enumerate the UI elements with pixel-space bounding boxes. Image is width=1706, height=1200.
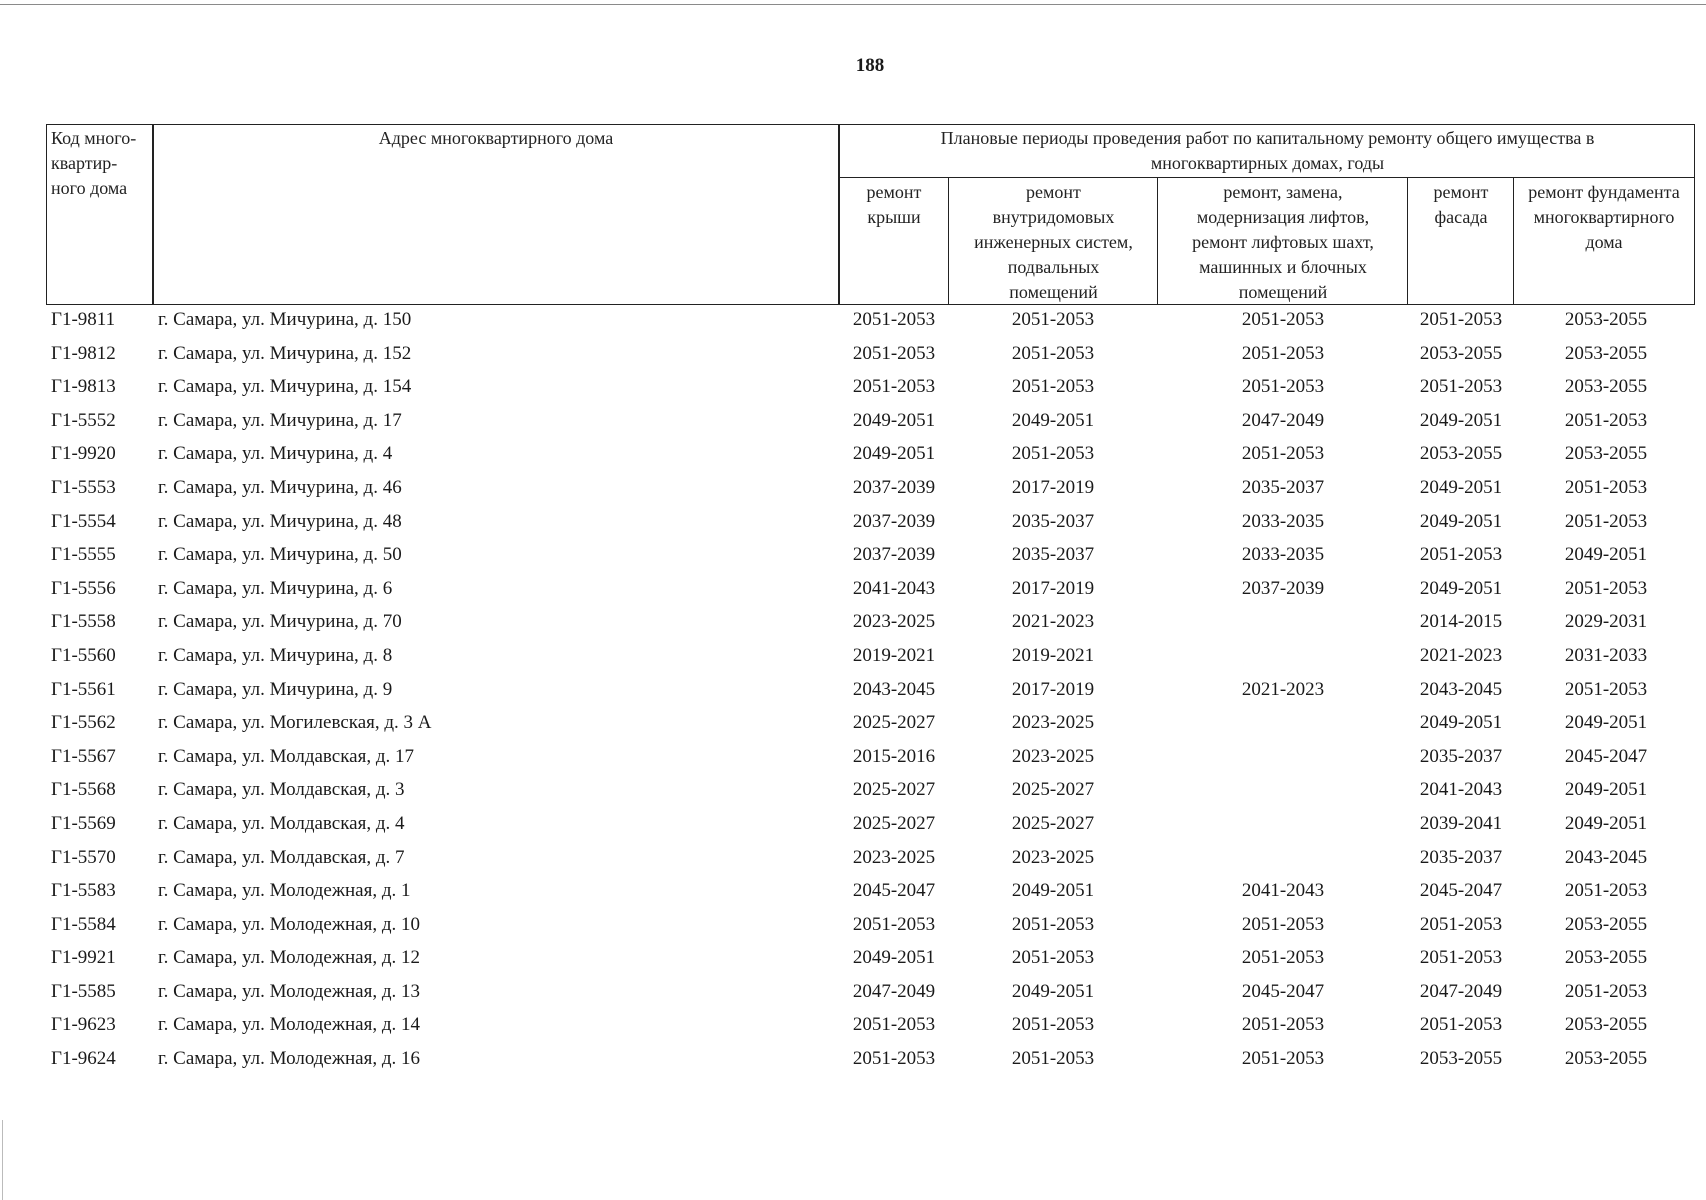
cell-address: г. Самара, ул. Молодежная, д. 13 [158,980,421,1002]
cell-facade: 2051-2053 [1419,947,1503,969]
table-header [46,124,1695,305]
cell-facade: 2053-2055 [1419,342,1503,364]
cell-engineering: 2019-2021 [1011,644,1095,666]
cell-address: г. Самара, ул. Молдавская, д. 17 [158,745,414,767]
table-row [0,675,1706,709]
cell-engineering: 2035-2037 [1011,544,1095,566]
cell-facade: 2045-2047 [1419,880,1503,902]
cell-foundation: 2053-2055 [1564,1014,1648,1036]
cell-roof: 2025-2027 [852,712,936,734]
cell-code: Г1-5570 [51,846,116,868]
header-divider [1157,178,1158,304]
cell-code: Г1-5567 [51,745,116,767]
cell-roof: 2051-2053 [852,1014,936,1036]
cell-address: г. Самара, ул. Могилевская, д. 3 А [158,712,432,734]
cell-facade: 2021-2023 [1419,644,1503,666]
cell-lifts: 2033-2035 [1241,544,1325,566]
cell-foundation: 2031-2033 [1564,644,1648,666]
table-row [0,943,1706,977]
cell-address: г. Самара, ул. Молодежная, д. 1 [158,880,411,902]
cell-address: г. Самара, ул. Мичурина, д. 17 [158,409,402,431]
table-row [0,742,1706,776]
header-divider [838,177,1694,178]
cell-engineering: 2017-2019 [1011,476,1095,498]
cell-foundation: 2053-2055 [1564,913,1648,935]
cell-lifts: 2051-2053 [1241,947,1325,969]
table-row [0,406,1706,440]
cell-code: Г1-5558 [51,611,116,633]
cell-lifts: 2051-2053 [1241,913,1325,935]
table-row [0,809,1706,843]
cell-lifts: 2021-2023 [1241,678,1325,700]
cell-code: Г1-5562 [51,712,116,734]
cell-roof: 2041-2043 [852,577,936,599]
cell-address: г. Самара, ул. Молодежная, д. 16 [158,1048,421,1070]
cell-engineering: 2035-2037 [1011,510,1095,532]
cell-lifts: 2045-2047 [1241,980,1325,1002]
cell-foundation: 2053-2055 [1564,376,1648,398]
cell-lifts: 2051-2053 [1241,309,1325,330]
header-divider [152,125,154,304]
cell-lifts: 2033-2035 [1241,510,1325,532]
table-row [0,876,1706,910]
cell-foundation: 2053-2055 [1564,309,1648,330]
cell-code: Г1-9624 [51,1048,116,1070]
table-row [0,1044,1706,1078]
cell-address: г. Самара, ул. Мичурина, д. 9 [158,678,393,700]
cell-roof: 2037-2039 [852,510,936,532]
left-edge-mark [2,1120,3,1200]
table-row [0,574,1706,608]
cell-engineering: 2051-2053 [1011,1048,1095,1070]
cell-lifts: 2035-2037 [1241,476,1325,498]
header-address: Адрес многоквартирного дома [378,128,614,148]
cell-address: г. Самара, ул. Мичурина, д. 150 [158,309,412,330]
cell-lifts: 2037-2039 [1241,577,1325,599]
cell-code: Г1-9623 [51,1014,116,1036]
cell-facade: 2051-2053 [1419,309,1503,330]
cell-facade: 2051-2053 [1419,1014,1503,1036]
cell-roof: 2019-2021 [852,644,936,666]
cell-foundation: 2051-2053 [1564,880,1648,902]
cell-facade: 2014-2015 [1419,611,1503,633]
cell-code: Г1-9813 [51,376,116,398]
cell-address: г. Самара, ул. Молодежная, д. 12 [158,947,421,969]
cell-foundation: 2051-2053 [1564,980,1648,1002]
page-number: 188 [855,55,885,76]
cell-code: Г1-9812 [51,342,116,364]
cell-code: Г1-5556 [51,577,116,599]
cell-engineering: 2049-2051 [1011,980,1095,1002]
table-row [0,439,1706,473]
cell-facade: 2049-2051 [1419,409,1503,431]
cell-address: г. Самара, ул. Мичурина, д. 48 [158,510,402,532]
cell-roof: 2049-2051 [852,947,936,969]
table-row [0,473,1706,507]
cell-foundation: 2053-2055 [1564,1048,1648,1070]
cell-facade: 2051-2053 [1419,544,1503,566]
cell-code: Г1-5553 [51,476,116,498]
cell-engineering: 2023-2025 [1011,712,1095,734]
cell-lifts: 2041-2043 [1241,880,1325,902]
header-divider [948,178,949,304]
cell-engineering: 2023-2025 [1011,846,1095,868]
cell-roof: 2049-2051 [852,443,936,465]
cell-address: г. Самара, ул. Мичурина, д. 4 [158,443,393,465]
cell-facade: 2047-2049 [1419,980,1503,1002]
cell-engineering: 2025-2027 [1011,812,1095,834]
cell-address: г. Самара, ул. Мичурина, д. 70 [158,611,402,633]
cell-address: г. Самара, ул. Молдавская, д. 4 [158,812,405,834]
cell-lifts: 2051-2053 [1241,1014,1325,1036]
header-divider [1407,178,1408,304]
cell-code: Г1-5561 [51,678,116,700]
cell-engineering: 2049-2051 [1011,880,1095,902]
cell-facade: 2049-2051 [1419,476,1503,498]
cell-roof: 2023-2025 [852,846,936,868]
top-border-rule [0,4,1706,5]
cell-code: Г1-5555 [51,544,116,566]
cell-engineering: 2017-2019 [1011,577,1095,599]
cell-address: г. Самара, ул. Мичурина, д. 6 [158,577,393,599]
cell-roof: 2023-2025 [852,611,936,633]
cell-facade: 2035-2037 [1419,846,1503,868]
cell-foundation: 2029-2031 [1564,611,1648,633]
cell-facade: 2049-2051 [1419,712,1503,734]
cell-foundation: 2053-2055 [1564,947,1648,969]
cell-roof: 2045-2047 [852,880,936,902]
header-lifts: ремонт, замена, модернизация лифтов, ремонт лифтовых шахт, машинных и блочных помещений [1192,182,1374,302]
cell-address: г. Самара, ул. Мичурина, д. 154 [158,376,412,398]
header-facade: ремонт фасада [1433,182,1489,227]
cell-roof: 2051-2053 [852,913,936,935]
cell-address: г. Самара, ул. Мичурина, д. 46 [158,476,402,498]
table-row [0,305,1706,339]
cell-roof: 2051-2053 [852,1048,936,1070]
cell-facade: 2053-2055 [1419,443,1503,465]
cell-facade: 2051-2053 [1419,376,1503,398]
cell-engineering: 2049-2051 [1011,409,1095,431]
cell-address: г. Самара, ул. Молодежная, д. 14 [158,1014,421,1036]
cell-code: Г1-5585 [51,980,116,1002]
cell-roof: 2047-2049 [852,980,936,1002]
cell-lifts: 2047-2049 [1241,409,1325,431]
cell-code: Г1-5560 [51,644,116,666]
cell-code: Г1-5584 [51,913,116,935]
cell-foundation: 2049-2051 [1564,779,1648,801]
cell-roof: 2025-2027 [852,812,936,834]
cell-roof: 2051-2053 [852,309,936,330]
cell-engineering: 2051-2053 [1011,1014,1095,1036]
header-periods: Плановые периоды проведения работ по капитальному ремонту общего имущества в многоквартирных домах, годы [940,128,1595,173]
cell-engineering: 2021-2023 [1011,611,1095,633]
cell-foundation: 2051-2053 [1564,678,1648,700]
cell-facade: 2043-2045 [1419,678,1503,700]
cell-address: г. Самара, ул. Мичурина, д. 8 [158,644,393,666]
cell-code: Г1-9920 [51,443,116,465]
cell-address: г. Самара, ул. Молдавская, д. 7 [158,846,405,868]
cell-code: Г1-5569 [51,812,116,834]
cell-code: Г1-5554 [51,510,116,532]
cell-foundation: 2051-2053 [1564,476,1648,498]
cell-facade: 2049-2051 [1419,510,1503,532]
header-code: Код много- квартир- ного дома [51,128,137,198]
cell-code: Г1-5583 [51,880,116,902]
cell-facade: 2039-2041 [1419,812,1503,834]
cell-facade: 2049-2051 [1419,577,1503,599]
table-row [0,540,1706,574]
cell-roof: 2015-2016 [852,745,936,767]
cell-address: г. Самара, ул. Мичурина, д. 152 [158,342,412,364]
cell-engineering: 2023-2025 [1011,745,1095,767]
cell-engineering: 2051-2053 [1011,309,1095,330]
table-row [0,641,1706,675]
cell-facade: 2035-2037 [1419,745,1503,767]
cell-foundation: 2043-2045 [1564,846,1648,868]
cell-code: Г1-9811 [51,309,116,330]
cell-engineering: 2051-2053 [1011,913,1095,935]
cell-engineering: 2051-2053 [1011,443,1095,465]
cell-foundation: 2053-2055 [1564,342,1648,364]
cell-code: Г1-5552 [51,409,116,431]
table-row [0,977,1706,1011]
cell-foundation: 2049-2051 [1564,812,1648,834]
table-row [0,372,1706,406]
table-row [0,607,1706,641]
table-row [0,339,1706,373]
cell-code: Г1-9921 [51,947,116,969]
cell-facade: 2041-2043 [1419,779,1503,801]
cell-facade: 2053-2055 [1419,1048,1503,1070]
cell-facade: 2051-2053 [1419,913,1503,935]
table-body [0,305,1706,1078]
cell-engineering: 2051-2053 [1011,376,1095,398]
cell-roof: 2051-2053 [852,376,936,398]
cell-foundation: 2051-2053 [1564,409,1648,431]
header-foundation: ремонт фундамента многоквартирного дома [1528,182,1680,252]
cell-lifts: 2051-2053 [1241,376,1325,398]
cell-code: Г1-5568 [51,779,116,801]
cell-address: г. Самара, ул. Молодежная, д. 10 [158,913,421,935]
cell-engineering: 2017-2019 [1011,678,1095,700]
cell-engineering: 2051-2053 [1011,947,1095,969]
cell-foundation: 2051-2053 [1564,577,1648,599]
cell-address: г. Самара, ул. Мичурина, д. 50 [158,544,402,566]
cell-engineering: 2025-2027 [1011,779,1095,801]
table-row [0,1010,1706,1044]
cell-address: г. Самара, ул. Молдавская, д. 3 [158,779,405,801]
table-row [0,910,1706,944]
cell-lifts: 2051-2053 [1241,443,1325,465]
cell-engineering: 2051-2053 [1011,342,1095,364]
cell-foundation: 2045-2047 [1564,745,1648,767]
cell-roof: 2049-2051 [852,409,936,431]
cell-foundation: 2049-2051 [1564,712,1648,734]
header-engineering: ремонт внутридомовых инженерных систем, подвальных помещений [974,182,1133,302]
cell-lifts: 2051-2053 [1241,342,1325,364]
cell-lifts: 2051-2053 [1241,1048,1325,1070]
table-row [0,775,1706,809]
cell-foundation: 2049-2051 [1564,544,1648,566]
header-roof: ремонт крыши [866,182,922,227]
table-row [0,843,1706,877]
cell-roof: 2037-2039 [852,544,936,566]
cell-foundation: 2051-2053 [1564,510,1648,532]
cell-roof: 2025-2027 [852,779,936,801]
cell-roof: 2051-2053 [852,342,936,364]
cell-roof: 2037-2039 [852,476,936,498]
table-row [0,507,1706,541]
cell-roof: 2043-2045 [852,678,936,700]
table-row [0,708,1706,742]
cell-foundation: 2053-2055 [1564,443,1648,465]
